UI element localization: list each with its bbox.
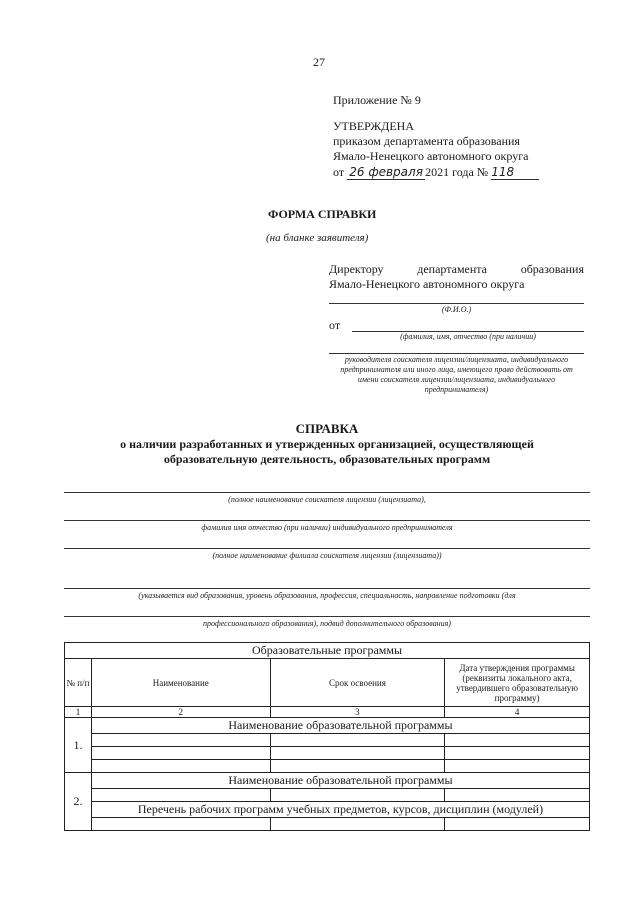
table-caption: Образовательные программы bbox=[65, 643, 590, 659]
header-name: Наименование bbox=[91, 659, 270, 707]
role-caption-line-4: предпринимателя) bbox=[424, 385, 489, 394]
field-caption-4: (указывается вид образования, уровень образования, профессия, специальность, направление подготовки (для bbox=[138, 591, 516, 600]
certificate-subtitle-2: образовательную деятельность, образовательных программ bbox=[163, 452, 491, 466]
header-num: № п/п bbox=[65, 659, 92, 707]
form-subtitle: (на бланке заявителя) bbox=[266, 232, 369, 244]
table-cell bbox=[270, 818, 445, 831]
row-1-number: 1. bbox=[65, 718, 92, 773]
certificate-subtitle-1: о наличии разработанных и утвержденных организацией, осуществляющей bbox=[120, 437, 534, 451]
field-caption-3: (полное наименование филиала соискателя лицензии (лицензиата)) bbox=[212, 551, 442, 560]
addressee-line-2: Ямало-Ненецкого автономного округа bbox=[329, 277, 525, 291]
field-caption-5: профессионального образования), подвид дополнительного образования) bbox=[203, 619, 451, 628]
table-cell bbox=[445, 747, 590, 760]
row-2-subtitle: Перечень рабочих программ учебных предметов, курсов, дисциплин (модулей) bbox=[91, 802, 589, 818]
col-number-4: 4 bbox=[445, 707, 590, 718]
table-cell bbox=[270, 760, 445, 773]
table-cell bbox=[445, 818, 590, 831]
row-2-number: 2. bbox=[65, 773, 92, 831]
field-line-5 bbox=[64, 616, 590, 617]
table-cell bbox=[91, 734, 270, 747]
table-cell bbox=[445, 734, 590, 747]
fio-caption: (Ф.И.О.) bbox=[441, 305, 472, 314]
row-2-title: Наименование образовательной программы bbox=[91, 773, 589, 789]
table-cell bbox=[445, 789, 590, 802]
col-number-2: 2 bbox=[91, 707, 270, 718]
col-number-3: 3 bbox=[270, 707, 445, 718]
table-cell bbox=[91, 818, 270, 831]
field-line-4 bbox=[64, 588, 590, 589]
date-prefix: от bbox=[333, 165, 345, 179]
order-date-line bbox=[333, 165, 539, 180]
table-cell bbox=[270, 734, 445, 747]
table-cell bbox=[270, 789, 445, 802]
col-number-1: 1 bbox=[65, 707, 92, 718]
certificate-title: СПРАВКА bbox=[295, 421, 359, 436]
field-line-3 bbox=[64, 548, 590, 549]
role-caption-line-3: имени соискателя лицензии/лицензиата, индивидуального bbox=[357, 375, 556, 384]
approved-label: УТВЕРЖДЕНА bbox=[333, 119, 415, 133]
table-cell bbox=[91, 760, 270, 773]
table-cell bbox=[270, 747, 445, 760]
role-caption-line-1: руководителя соискателя лицензии/лицензиата, индивидуального bbox=[344, 355, 569, 364]
field-caption-2: фамилия имя отчество (при наличии) индивидуального предпринимателя bbox=[201, 523, 453, 532]
page-number: 27 bbox=[313, 55, 325, 69]
order-line: приказом департамента образования bbox=[333, 134, 520, 148]
field-caption-1: (полное наименование соискателя лицензии (лицензиата), bbox=[228, 495, 426, 504]
region-line: Ямало-Ненецкого автономного округа bbox=[333, 149, 529, 163]
header-term: Срок освоения bbox=[270, 659, 445, 707]
field-line-1 bbox=[64, 492, 590, 493]
role-caption-line-2: предпринимателя или иного лица, имеющего право действовать от bbox=[340, 365, 573, 374]
table-cell bbox=[445, 760, 590, 773]
role-caption bbox=[329, 355, 584, 395]
fio-line bbox=[329, 303, 584, 304]
role-line bbox=[329, 353, 584, 354]
handwritten-number: 118 bbox=[491, 165, 539, 180]
handwritten-date: 26 февраля bbox=[347, 165, 425, 180]
appendix-label: Приложение № 9 bbox=[333, 93, 421, 107]
form-title: ФОРМА СПРАВКИ bbox=[268, 207, 377, 221]
from-label: от bbox=[329, 318, 341, 332]
field-line-2 bbox=[64, 520, 590, 521]
addressee-line-1: Директору департамента образования bbox=[329, 262, 584, 276]
header-date: Дата утверждения программы (реквизиты локального акта, утвердившего образовательную программу) bbox=[445, 659, 590, 707]
row-1-title: Наименование образовательной программы bbox=[91, 718, 589, 734]
programs-table bbox=[64, 642, 590, 831]
from-caption: (фамилия, имя, отчество (при наличии) bbox=[400, 332, 536, 341]
year-text: 2021 года № bbox=[425, 165, 489, 179]
table-cell bbox=[91, 789, 270, 802]
table-cell bbox=[91, 747, 270, 760]
